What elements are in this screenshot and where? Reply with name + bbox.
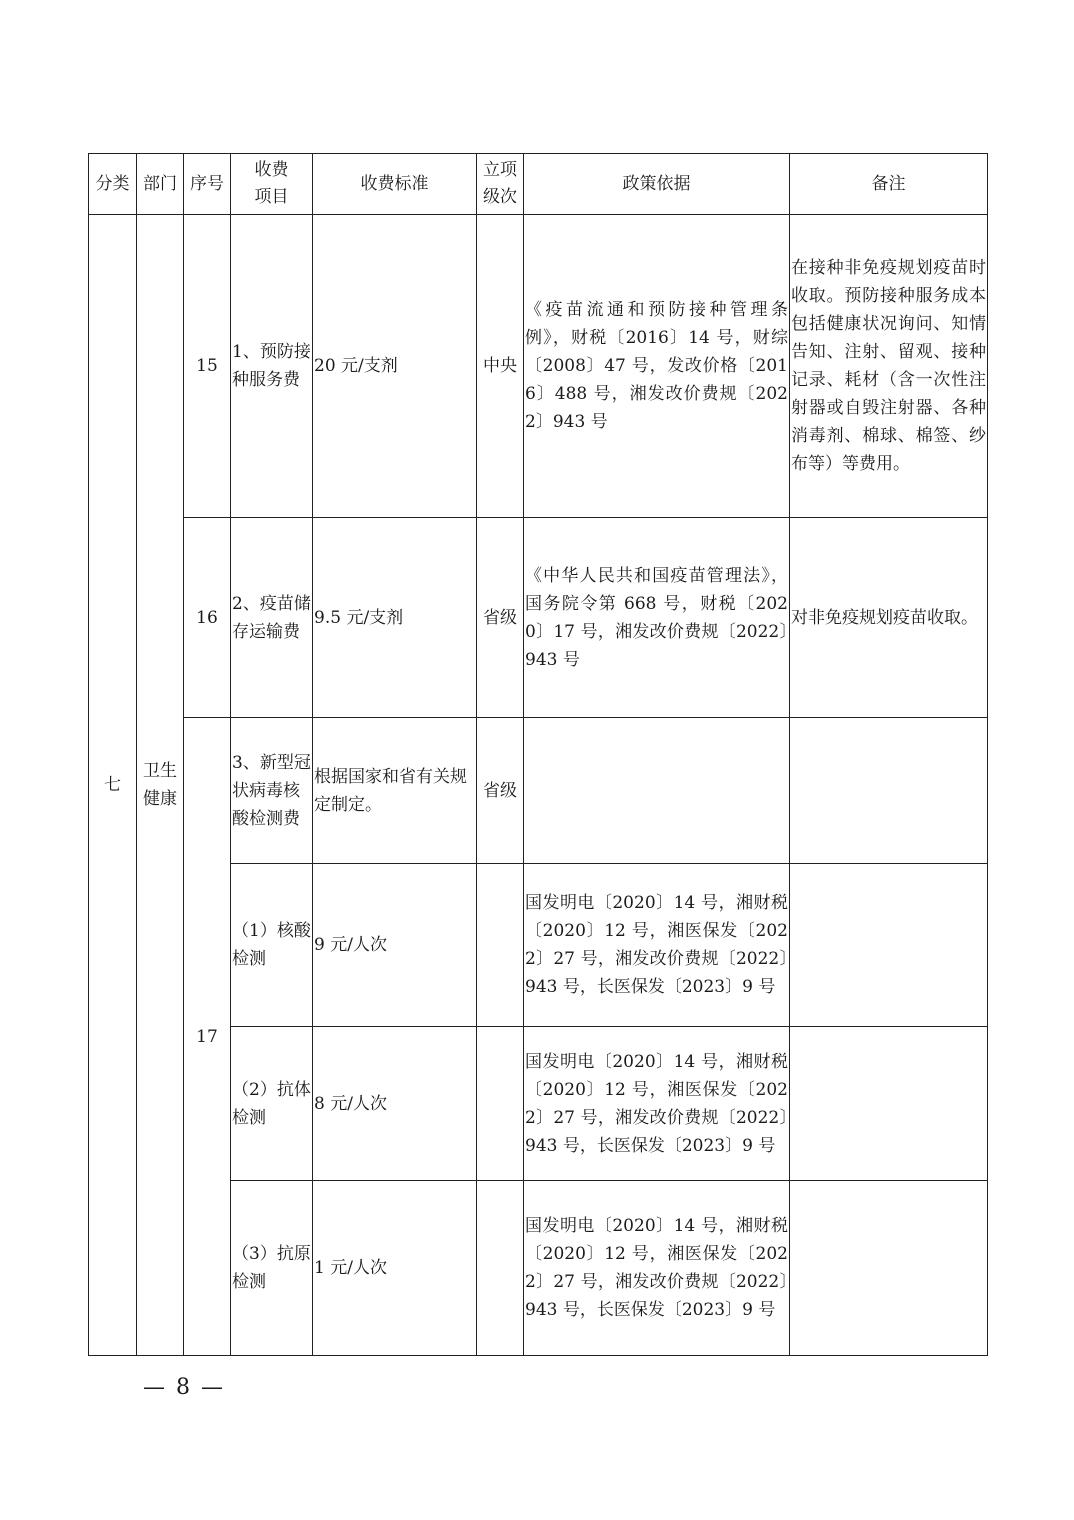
remark-cell bbox=[790, 1181, 988, 1356]
table-row bbox=[89, 215, 988, 518]
level-cell bbox=[477, 864, 524, 1027]
item-cell: 1、预防接 种服务费 bbox=[231, 215, 313, 518]
level-cell bbox=[477, 1181, 524, 1356]
level-cell bbox=[477, 1027, 524, 1181]
seq-cell: 16 bbox=[184, 518, 231, 718]
header-row bbox=[89, 154, 988, 215]
item-cell: （1）核酸 检测 bbox=[231, 864, 313, 1027]
header-standard: 收费标准 bbox=[313, 154, 477, 215]
item-cell: 3、新型冠 状病毒核 酸检测费 bbox=[231, 718, 313, 864]
standard-cell: 9 元/人次 bbox=[313, 864, 477, 1027]
header-department: 部门 bbox=[137, 154, 184, 215]
header-seq: 序号 bbox=[184, 154, 231, 215]
standard-cell: 20 元/支剂 bbox=[313, 215, 477, 518]
remark-cell: 在接种非免疫规划疫苗时收取。预防接种服务成本包括健康状况询问、知情告知、注射、留观、接种记录、耗材（含一次性注射器或自毁注射器、各种消毒剂、棉球、棉签、纱布等）等费用。 bbox=[790, 215, 988, 518]
remark-cell bbox=[790, 864, 988, 1027]
item-cell: 2、疫苗储 存运输费 bbox=[231, 518, 313, 718]
department-cell: 卫生 健康 bbox=[137, 215, 184, 1356]
seq-cell: 17 bbox=[184, 718, 231, 1356]
policy-cell: 国发明电〔2020〕14 号，湘财税〔2020〕12 号，湘医保发〔2022〕27 号，湘发改价费规〔2022〕943 号，长医保发〔2023〕9 号 bbox=[524, 1181, 790, 1356]
standard-cell: 1 元/人次 bbox=[313, 1181, 477, 1356]
standard-cell: 9.5 元/支剂 bbox=[313, 518, 477, 718]
remark-cell bbox=[790, 718, 988, 864]
page-number: — 8 — bbox=[143, 1375, 225, 1400]
policy-cell bbox=[524, 718, 790, 864]
remark-cell: 对非免疫规划疫苗收取。 bbox=[790, 518, 988, 718]
table-row bbox=[89, 718, 988, 864]
remark-cell bbox=[790, 1027, 988, 1181]
header-category: 分类 bbox=[89, 154, 137, 215]
standard-cell: 8 元/人次 bbox=[313, 1027, 477, 1181]
seq-cell: 15 bbox=[184, 215, 231, 518]
table-row bbox=[89, 518, 988, 718]
level-cell: 省级 bbox=[477, 718, 524, 864]
header-remark: 备注 bbox=[790, 154, 988, 215]
fee-table bbox=[88, 153, 988, 1356]
item-cell: （3）抗原 检测 bbox=[231, 1181, 313, 1356]
level-cell: 中央 bbox=[477, 215, 524, 518]
header-item: 收费 项目 bbox=[231, 154, 313, 215]
policy-cell: 国发明电〔2020〕14 号，湘财税〔2020〕12 号，湘医保发〔2022〕27 号，湘发改价费规〔2022〕943 号，长医保发〔2023〕9 号 bbox=[524, 1027, 790, 1181]
policy-cell: 《中华人民共和国疫苗管理法》，国务院令第 668 号，财税〔2020〕17 号，湘发改价费规〔2022〕943 号 bbox=[524, 518, 790, 718]
item-cell: （2）抗体 检测 bbox=[231, 1027, 313, 1181]
header-level: 立项 级次 bbox=[477, 154, 524, 215]
header-policy: 政策依据 bbox=[524, 154, 790, 215]
category-cell: 七 bbox=[89, 215, 137, 1356]
policy-cell: 《疫苗流通和预防接种管理条例》，财税〔2016〕14 号，财综〔2008〕47 号，发改价格〔2016〕488 号，湘发改价费规〔2022〕943 号 bbox=[524, 215, 790, 518]
standard-cell: 根据国家和省有关规定制定。 bbox=[313, 718, 477, 864]
level-cell: 省级 bbox=[477, 518, 524, 718]
policy-cell: 国发明电〔2020〕14 号，湘财税〔2020〕12 号，湘医保发〔2022〕27 号，湘发改价费规〔2022〕943 号，长医保发〔2023〕9 号 bbox=[524, 864, 790, 1027]
